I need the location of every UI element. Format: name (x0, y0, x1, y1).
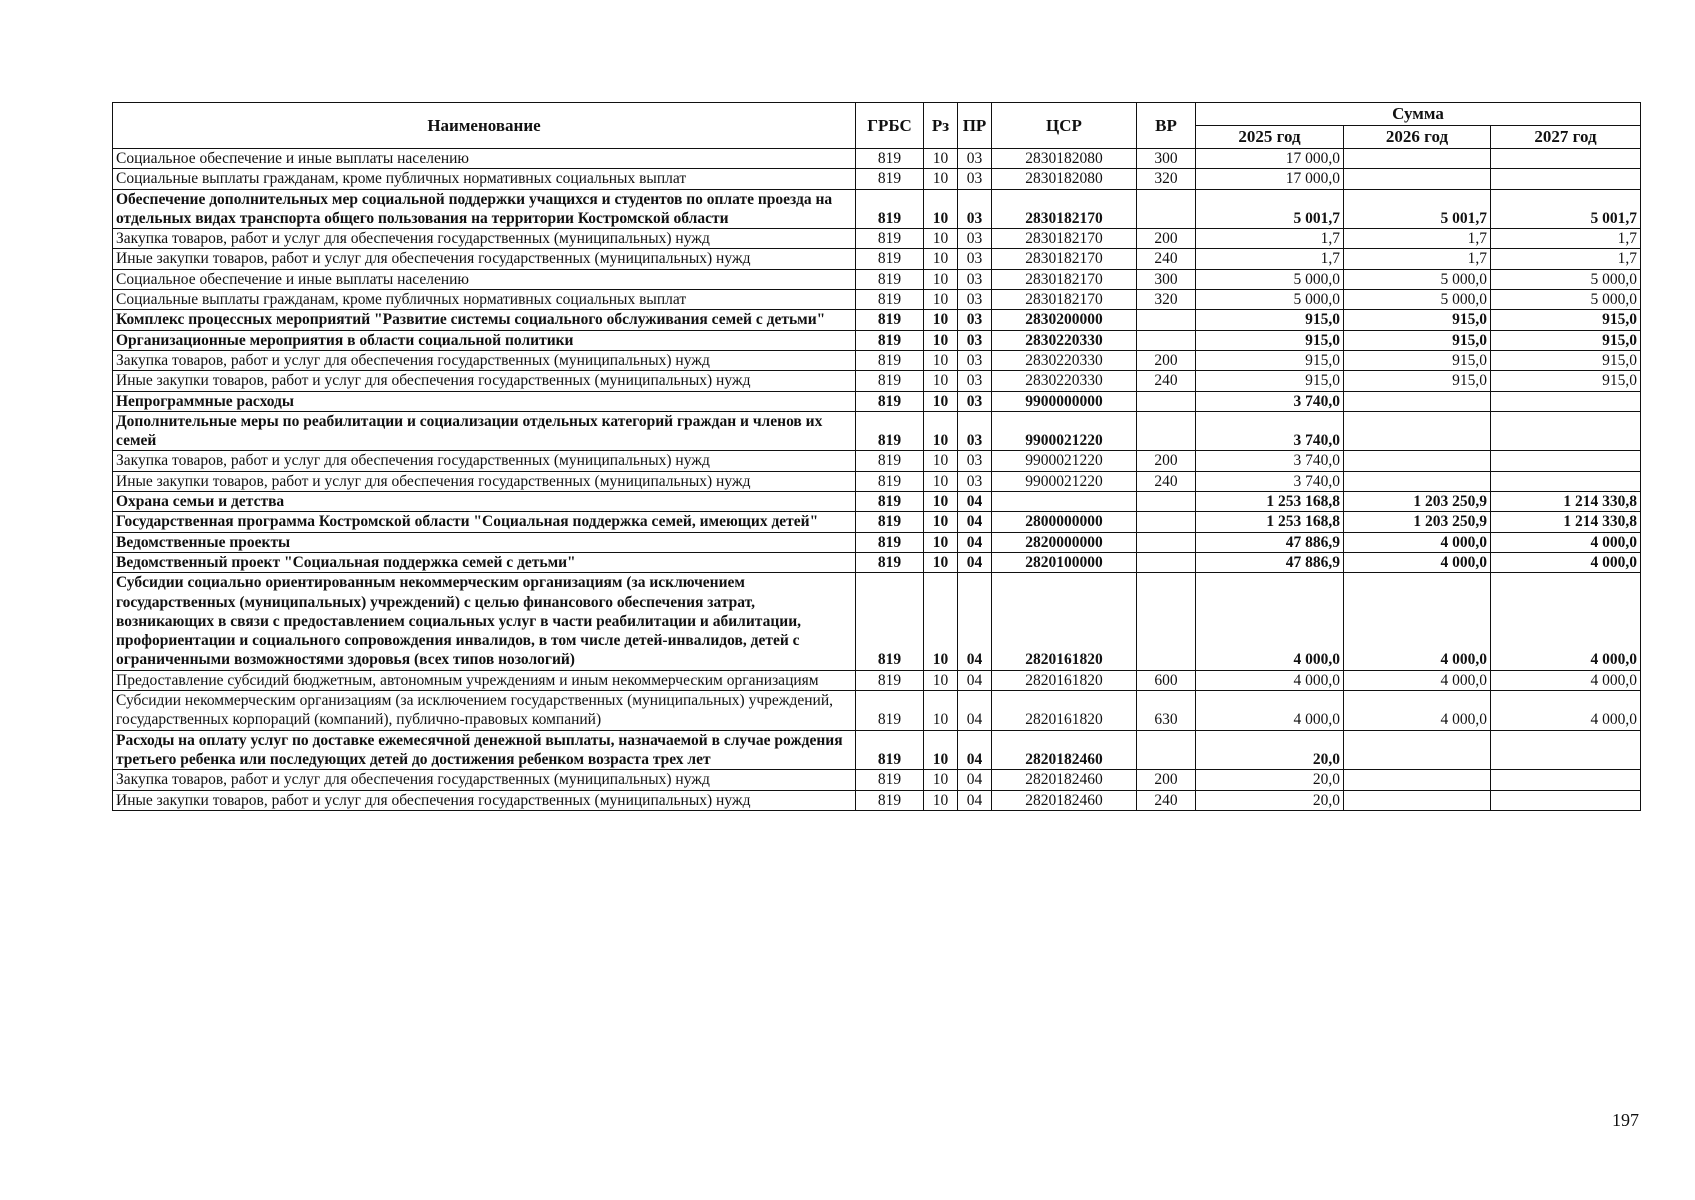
row-sum-2027: 915,0 (1491, 330, 1641, 350)
row-csr: 2830182170 (992, 189, 1137, 229)
row-sum-2026 (1344, 391, 1491, 411)
row-csr: 2830220330 (992, 350, 1137, 370)
table-row (113, 149, 1641, 169)
row-rz: 10 (924, 290, 958, 310)
row-sum-2027: 1,7 (1491, 229, 1641, 249)
row-csr: 2820161820 (992, 670, 1137, 690)
row-rz: 10 (924, 552, 958, 572)
row-pr: 04 (958, 552, 992, 572)
header-2026: 2026 год (1344, 126, 1491, 149)
row-sum-2027 (1491, 730, 1641, 770)
row-csr: 9900021220 (992, 411, 1137, 451)
header-csr: ЦСР (992, 103, 1137, 149)
row-sum-2025: 5 000,0 (1196, 269, 1344, 289)
row-sum-2027: 5 000,0 (1491, 269, 1641, 289)
row-rz: 10 (924, 790, 958, 810)
row-csr: 9900021220 (992, 471, 1137, 491)
table-row (113, 229, 1641, 249)
row-sum-2026: 915,0 (1344, 371, 1491, 391)
table-row (113, 169, 1641, 189)
row-pr: 03 (958, 330, 992, 350)
row-sum-2025: 20,0 (1196, 770, 1344, 790)
row-pr: 03 (958, 371, 992, 391)
row-pr: 03 (958, 451, 992, 471)
row-grbs: 819 (856, 229, 924, 249)
row-vr (1137, 310, 1196, 330)
row-sum-2025: 47 886,9 (1196, 532, 1344, 552)
table-row (113, 512, 1641, 532)
row-sum-2026: 5 000,0 (1344, 290, 1491, 310)
row-sum-2026 (1344, 411, 1491, 451)
row-grbs: 819 (856, 371, 924, 391)
row-vr: 240 (1137, 371, 1196, 391)
row-sum-2025: 3 740,0 (1196, 451, 1344, 471)
row-sum-2025: 1,7 (1196, 249, 1344, 269)
row-sum-2025: 17 000,0 (1196, 149, 1344, 169)
row-sum-2027: 915,0 (1491, 371, 1641, 391)
table-row (113, 770, 1641, 790)
row-sum-2025: 3 740,0 (1196, 471, 1344, 491)
row-grbs: 819 (856, 249, 924, 269)
row-sum-2025: 5 001,7 (1196, 189, 1344, 229)
row-name: Социальные выплаты гражданам, кроме публичных нормативных социальных выплат (113, 290, 856, 310)
row-rz: 10 (924, 149, 958, 169)
row-vr: 320 (1137, 290, 1196, 310)
row-name: Предоставление субсидий бюджетным, автономным учреждениям и иным некоммерческим организациям (113, 670, 856, 690)
row-csr: 2820182460 (992, 770, 1137, 790)
row-csr: 2830220330 (992, 330, 1137, 350)
row-sum-2026: 915,0 (1344, 330, 1491, 350)
row-rz: 10 (924, 229, 958, 249)
row-vr (1137, 512, 1196, 532)
row-pr: 03 (958, 269, 992, 289)
table-row (113, 471, 1641, 491)
row-sum-2027: 915,0 (1491, 310, 1641, 330)
header-2025: 2025 год (1196, 126, 1344, 149)
row-grbs: 819 (856, 451, 924, 471)
row-csr: 2820182460 (992, 730, 1137, 770)
table-row (113, 411, 1641, 451)
row-sum-2026: 1 203 250,9 (1344, 512, 1491, 532)
row-sum-2025: 1 253 168,8 (1196, 492, 1344, 512)
row-pr: 04 (958, 730, 992, 770)
table-row (113, 451, 1641, 471)
row-vr: 200 (1137, 350, 1196, 370)
row-sum-2025: 20,0 (1196, 790, 1344, 810)
row-sum-2027: 4 000,0 (1491, 532, 1641, 552)
row-vr: 200 (1137, 451, 1196, 471)
row-sum-2026: 1,7 (1344, 249, 1491, 269)
row-sum-2025: 1,7 (1196, 229, 1344, 249)
row-csr: 2820000000 (992, 532, 1137, 552)
table-row (113, 532, 1641, 552)
row-name: Дополнительные меры по реабилитации и социализации отдельных категорий граждан и членов их семей (113, 411, 856, 451)
row-sum-2026: 4 000,0 (1344, 552, 1491, 572)
row-name: Закупка товаров, работ и услуг для обеспечения государственных (муниципальных) нужд (113, 770, 856, 790)
table-row (113, 552, 1641, 572)
row-grbs: 819 (856, 391, 924, 411)
row-sum-2027 (1491, 451, 1641, 471)
row-name: Социальное обеспечение и иные выплаты населению (113, 149, 856, 169)
row-name: Закупка товаров, работ и услуг для обеспечения государственных (муниципальных) нужд (113, 451, 856, 471)
row-rz: 10 (924, 350, 958, 370)
row-vr: 320 (1137, 169, 1196, 189)
row-sum-2025: 20,0 (1196, 730, 1344, 770)
row-vr: 300 (1137, 149, 1196, 169)
row-vr (1137, 411, 1196, 451)
row-rz: 10 (924, 269, 958, 289)
row-rz: 10 (924, 391, 958, 411)
row-sum-2026: 5 000,0 (1344, 269, 1491, 289)
row-vr: 300 (1137, 269, 1196, 289)
row-vr: 240 (1137, 471, 1196, 491)
row-name: Охрана семьи и детства (113, 492, 856, 512)
row-sum-2027: 4 000,0 (1491, 670, 1641, 690)
row-sum-2027: 4 000,0 (1491, 573, 1641, 670)
table-row (113, 391, 1641, 411)
row-csr: 2830182080 (992, 169, 1137, 189)
row-vr (1137, 391, 1196, 411)
row-vr: 240 (1137, 249, 1196, 269)
row-grbs: 819 (856, 330, 924, 350)
row-name: Комплекс процессных мероприятий "Развитие системы социального обслуживания семей с детьми" (113, 310, 856, 330)
row-vr: 630 (1137, 691, 1196, 731)
row-name: Организационные мероприятия в области социальной политики (113, 330, 856, 350)
row-pr: 03 (958, 471, 992, 491)
row-csr: 2830182080 (992, 149, 1137, 169)
row-sum-2025: 4 000,0 (1196, 573, 1344, 670)
row-sum-2026 (1344, 790, 1491, 810)
table-row (113, 492, 1641, 512)
row-name: Социальное обеспечение и иные выплаты населению (113, 269, 856, 289)
row-grbs: 819 (856, 290, 924, 310)
row-name: Субсидии социально ориентированным некоммерческим организациям (за исключением государственных (муниципальных) учреждений) с целью финансового обеспечения затрат, возникающих в связи с предоставлением социальных услуг в части реабилитации и абилитации, профориентации и социального сопровождения инвалидов, в том числе детей-инвалидов, детей с ограниченными возможностями здоровья (всех типов нозологий) (113, 573, 856, 670)
row-csr: 2830200000 (992, 310, 1137, 330)
table-row (113, 730, 1641, 770)
row-grbs: 819 (856, 310, 924, 330)
row-pr: 03 (958, 229, 992, 249)
row-grbs: 819 (856, 691, 924, 731)
row-sum-2026: 1 203 250,9 (1344, 492, 1491, 512)
row-vr (1137, 573, 1196, 670)
budget-document (112, 102, 1640, 811)
row-sum-2027: 1 214 330,8 (1491, 492, 1641, 512)
row-grbs: 819 (856, 471, 924, 491)
row-name: Социальные выплаты гражданам, кроме публичных нормативных социальных выплат (113, 169, 856, 189)
row-sum-2026 (1344, 169, 1491, 189)
row-rz: 10 (924, 471, 958, 491)
row-vr (1137, 730, 1196, 770)
header-sum: Сумма (1196, 103, 1641, 126)
row-pr: 04 (958, 770, 992, 790)
row-sum-2025: 3 740,0 (1196, 411, 1344, 451)
row-sum-2027: 4 000,0 (1491, 552, 1641, 572)
row-grbs: 819 (856, 573, 924, 670)
row-vr (1137, 492, 1196, 512)
row-sum-2026 (1344, 149, 1491, 169)
row-csr: 2830182170 (992, 229, 1137, 249)
row-csr: 2820100000 (992, 552, 1137, 572)
row-sum-2025: 1 253 168,8 (1196, 512, 1344, 532)
row-sum-2025: 47 886,9 (1196, 552, 1344, 572)
row-sum-2026: 4 000,0 (1344, 532, 1491, 552)
row-pr: 03 (958, 149, 992, 169)
row-rz: 10 (924, 330, 958, 350)
row-name: Субсидии некоммерческим организациям (за исключением государственных (муниципальных) учреждений, государственных корпораций (компаний), публично-правовых компаний) (113, 691, 856, 731)
row-csr: 9900021220 (992, 451, 1137, 471)
header-name: Наименование (113, 103, 856, 149)
row-pr: 04 (958, 512, 992, 532)
row-sum-2025: 915,0 (1196, 330, 1344, 350)
row-name: Иные закупки товаров, работ и услуг для обеспечения государственных (муниципальных) нужд (113, 371, 856, 391)
row-pr: 04 (958, 670, 992, 690)
row-vr (1137, 330, 1196, 350)
row-sum-2025: 915,0 (1196, 350, 1344, 370)
row-pr: 04 (958, 532, 992, 552)
table-row (113, 670, 1641, 690)
row-pr: 03 (958, 411, 992, 451)
row-rz: 10 (924, 451, 958, 471)
row-name: Непрограммные расходы (113, 391, 856, 411)
row-pr: 04 (958, 691, 992, 731)
row-grbs: 819 (856, 492, 924, 512)
row-vr: 200 (1137, 229, 1196, 249)
row-sum-2026 (1344, 770, 1491, 790)
row-sum-2027 (1491, 770, 1641, 790)
row-sum-2027 (1491, 411, 1641, 451)
table-row (113, 189, 1641, 229)
row-name: Ведомственные проекты (113, 532, 856, 552)
budget-table (112, 102, 1641, 811)
row-rz: 10 (924, 169, 958, 189)
row-grbs: 819 (856, 552, 924, 572)
row-pr: 04 (958, 573, 992, 670)
row-csr: 2830182170 (992, 269, 1137, 289)
row-rz: 10 (924, 371, 958, 391)
row-sum-2027 (1491, 790, 1641, 810)
row-grbs: 819 (856, 770, 924, 790)
row-sum-2025: 4 000,0 (1196, 670, 1344, 690)
row-grbs: 819 (856, 411, 924, 451)
row-rz: 10 (924, 512, 958, 532)
row-name: Закупка товаров, работ и услуг для обеспечения государственных (муниципальных) нужд (113, 350, 856, 370)
row-csr: 2800000000 (992, 512, 1137, 532)
row-csr: 2820161820 (992, 573, 1137, 670)
row-name: Расходы на оплату услуг по доставке ежемесячной денежной выплаты, назначаемой в случае рождения третьего ребенка или последующих детей до достижения ребенком возраста трех лет (113, 730, 856, 770)
row-csr: 2830220330 (992, 371, 1137, 391)
row-vr: 200 (1137, 770, 1196, 790)
row-sum-2026: 5 001,7 (1344, 189, 1491, 229)
table-header (113, 103, 1641, 149)
row-name: Ведомственный проект "Социальная поддержка семей с детьми" (113, 552, 856, 572)
row-name: Иные закупки товаров, работ и услуг для обеспечения государственных (муниципальных) нужд (113, 790, 856, 810)
table-row (113, 269, 1641, 289)
row-rz: 10 (924, 310, 958, 330)
table-row (113, 350, 1641, 370)
row-pr: 03 (958, 249, 992, 269)
row-rz: 10 (924, 532, 958, 552)
row-sum-2027: 1 214 330,8 (1491, 512, 1641, 532)
row-sum-2025: 5 000,0 (1196, 290, 1344, 310)
row-sum-2027 (1491, 149, 1641, 169)
row-csr: 2820161820 (992, 691, 1137, 731)
row-pr: 03 (958, 169, 992, 189)
table-row (113, 573, 1641, 670)
row-sum-2027 (1491, 391, 1641, 411)
table-row (113, 790, 1641, 810)
row-grbs: 819 (856, 149, 924, 169)
row-name: Иные закупки товаров, работ и услуг для обеспечения государственных (муниципальных) нужд (113, 249, 856, 269)
row-sum-2025: 3 740,0 (1196, 391, 1344, 411)
table-row (113, 330, 1641, 350)
table-body (113, 149, 1641, 811)
row-rz: 10 (924, 730, 958, 770)
row-grbs: 819 (856, 730, 924, 770)
row-pr: 03 (958, 310, 992, 330)
header-pr: ПР (958, 103, 992, 149)
row-sum-2026 (1344, 730, 1491, 770)
row-sum-2027: 1,7 (1491, 249, 1641, 269)
row-sum-2026: 915,0 (1344, 310, 1491, 330)
header-2027: 2027 год (1491, 126, 1641, 149)
row-sum-2026: 4 000,0 (1344, 691, 1491, 731)
row-vr (1137, 189, 1196, 229)
row-pr: 03 (958, 391, 992, 411)
row-grbs: 819 (856, 169, 924, 189)
row-pr: 04 (958, 492, 992, 512)
row-vr: 240 (1137, 790, 1196, 810)
header-vr: ВР (1137, 103, 1196, 149)
row-rz: 10 (924, 411, 958, 451)
row-grbs: 819 (856, 512, 924, 532)
row-rz: 10 (924, 573, 958, 670)
row-csr: 9900000000 (992, 391, 1137, 411)
page-number: 197 (1612, 1110, 1639, 1130)
row-rz: 10 (924, 492, 958, 512)
row-sum-2025: 915,0 (1196, 310, 1344, 330)
row-sum-2025: 915,0 (1196, 371, 1344, 391)
row-csr: 2830182170 (992, 249, 1137, 269)
row-pr: 03 (958, 350, 992, 370)
row-sum-2027: 5 001,7 (1491, 189, 1641, 229)
row-grbs: 819 (856, 350, 924, 370)
row-pr: 03 (958, 189, 992, 229)
row-vr (1137, 532, 1196, 552)
row-csr: 2830182170 (992, 290, 1137, 310)
row-rz: 10 (924, 691, 958, 731)
row-pr: 04 (958, 790, 992, 810)
header-grbs: ГРБС (856, 103, 924, 149)
row-sum-2027 (1491, 169, 1641, 189)
row-grbs: 819 (856, 269, 924, 289)
table-row (113, 249, 1641, 269)
row-rz: 10 (924, 770, 958, 790)
row-name: Государственная программа Костромской области "Социальная поддержка семей, имеющих детей" (113, 512, 856, 532)
row-csr: 2820182460 (992, 790, 1137, 810)
table-row (113, 290, 1641, 310)
row-rz: 10 (924, 249, 958, 269)
row-name: Обеспечение дополнительных мер социальной поддержки учащихся и студентов по оплате проезда на отдельных видах транспорта общего пользования на территории Костромской области (113, 189, 856, 229)
row-sum-2027 (1491, 471, 1641, 491)
row-vr: 600 (1137, 670, 1196, 690)
table-row (113, 310, 1641, 330)
row-rz: 10 (924, 670, 958, 690)
row-sum-2026 (1344, 471, 1491, 491)
row-sum-2027: 915,0 (1491, 350, 1641, 370)
row-pr: 03 (958, 290, 992, 310)
table-row (113, 691, 1641, 731)
row-grbs: 819 (856, 532, 924, 552)
row-vr (1137, 552, 1196, 572)
row-sum-2026: 915,0 (1344, 350, 1491, 370)
row-name: Закупка товаров, работ и услуг для обеспечения государственных (муниципальных) нужд (113, 229, 856, 249)
row-sum-2027: 4 000,0 (1491, 691, 1641, 731)
row-grbs: 819 (856, 790, 924, 810)
row-csr (992, 492, 1137, 512)
row-sum-2027: 5 000,0 (1491, 290, 1641, 310)
row-sum-2026: 4 000,0 (1344, 670, 1491, 690)
row-name: Иные закупки товаров, работ и услуг для обеспечения государственных (муниципальных) нужд (113, 471, 856, 491)
row-grbs: 819 (856, 670, 924, 690)
row-rz: 10 (924, 189, 958, 229)
row-sum-2026: 1,7 (1344, 229, 1491, 249)
row-grbs: 819 (856, 189, 924, 229)
row-sum-2025: 4 000,0 (1196, 691, 1344, 731)
row-sum-2025: 17 000,0 (1196, 169, 1344, 189)
table-row (113, 371, 1641, 391)
header-rz: Рз (924, 103, 958, 149)
row-sum-2026 (1344, 451, 1491, 471)
row-sum-2026: 4 000,0 (1344, 573, 1491, 670)
